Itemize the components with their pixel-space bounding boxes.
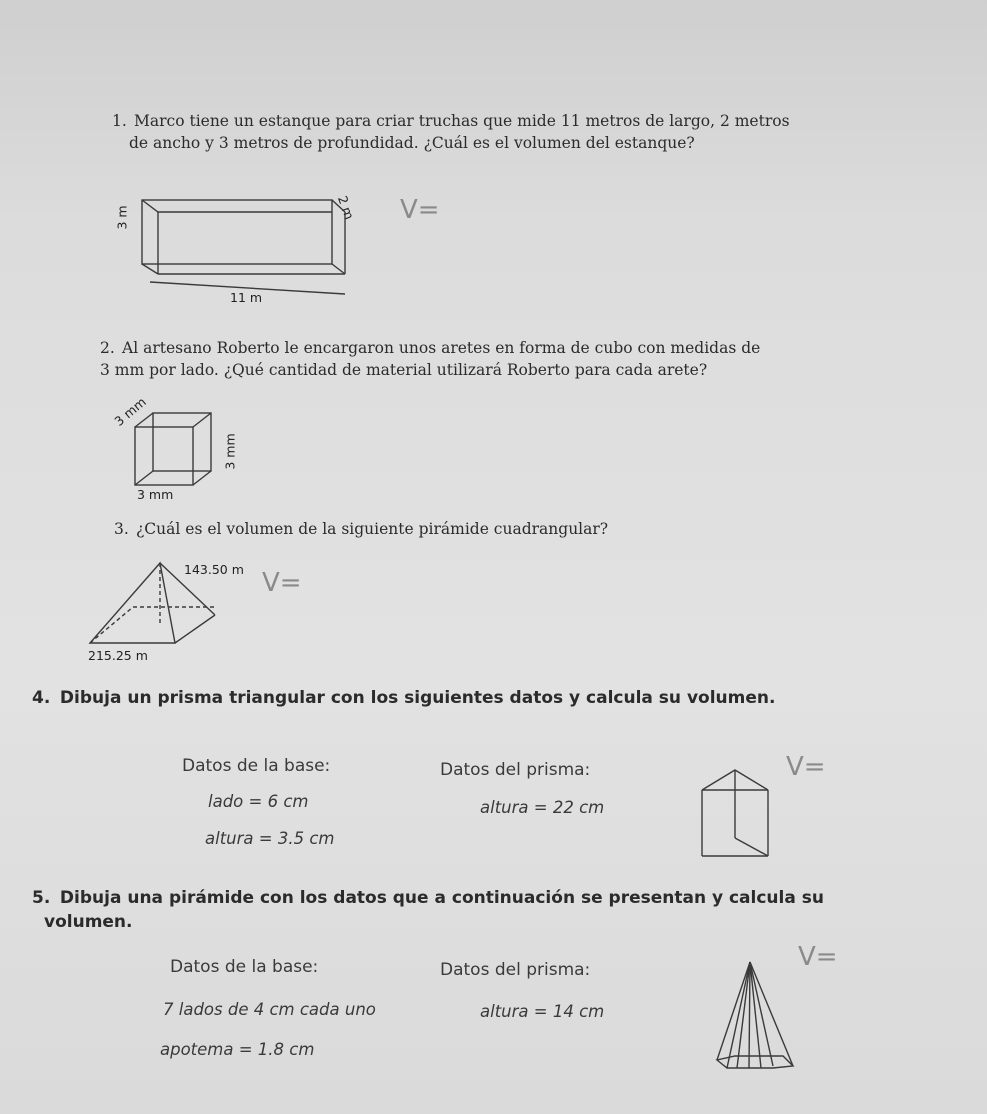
question-1-answer: V=: [400, 195, 440, 225]
question-2-cube-figure: [125, 405, 235, 495]
question-5-base-sides: 7 lados de 4 cm cada uno: [163, 1000, 376, 1019]
question-3-base-label: 215.25 m: [88, 648, 148, 663]
question-1-line-2: de ancho y 3 metros de profundidad. ¿Cuál es el volumen del estanque?: [129, 134, 695, 152]
question-4-base-height: altura = 3.5 cm: [205, 829, 335, 848]
question-1-line-1: Marco tiene un estanque para criar truchas que mide 11 metros de largo, 2 metros: [134, 112, 790, 130]
question-2-bottom-label: 3 mm: [137, 487, 174, 502]
question-5-prism-height: altura = 14 cm: [480, 1002, 605, 1021]
question-5: [32, 886, 962, 934]
question-4-text: Dibuja un prisma triangular con los siguientes datos y calcula su volumen.: [59, 688, 776, 708]
question-5-line-2: volumen.: [44, 912, 133, 932]
question-5-prism-header: Datos del prisma:: [440, 960, 591, 980]
question-4-number: 4.: [32, 688, 51, 708]
question-4-prism-figure: [700, 768, 780, 863]
question-1: [112, 110, 932, 154]
question-1-height-label: 3 m: [114, 205, 130, 230]
question-4-base-header: Datos de la base:: [182, 756, 331, 776]
question-4: [32, 686, 962, 710]
question-2-side-label: 3 mm: [222, 433, 238, 470]
question-4-base-side: lado = 6 cm: [208, 792, 309, 811]
question-5-pyramid-figure: [705, 960, 805, 1075]
question-3-number: 3.: [114, 520, 129, 538]
question-3-answer: V=: [262, 568, 302, 598]
question-2-line-1: Al artesano Roberto le encargaron unos aretes en forma de cubo con medidas de: [122, 339, 761, 357]
question-2-number: 2.: [100, 339, 115, 357]
question-1-box-figure: [120, 190, 360, 300]
question-3-text: ¿Cuál es el volumen de la siguiente pirámide cuadrangular?: [136, 520, 609, 538]
question-4-answer: V=: [786, 752, 826, 782]
question-5-line-1: Dibuja una pirámide con los datos que a continuación se presentan y calcula su: [59, 888, 824, 908]
question-5-apothem: apotema = 1.8 cm: [160, 1040, 315, 1059]
question-1-width-label: 2 m: [334, 193, 358, 222]
question-5-base-header: Datos de la base:: [170, 957, 319, 977]
question-2: [100, 337, 920, 381]
question-4-prism-height: altura = 22 cm: [480, 798, 605, 817]
question-5-answer: V=: [798, 942, 838, 972]
question-1-number: 1.: [112, 112, 127, 130]
question-2-line-2: 3 mm por lado. ¿Qué cantidad de material utilizará Roberto para cada arete?: [100, 361, 708, 379]
question-2-top-label: 3 mm: [111, 394, 149, 429]
question-3: [114, 518, 934, 540]
question-4-prism-header: Datos del prisma:: [440, 760, 591, 780]
question-3-height-label: 143.50 m: [184, 562, 244, 577]
question-1-length-label: 11 m: [230, 290, 263, 305]
question-5-number: 5.: [32, 888, 51, 908]
